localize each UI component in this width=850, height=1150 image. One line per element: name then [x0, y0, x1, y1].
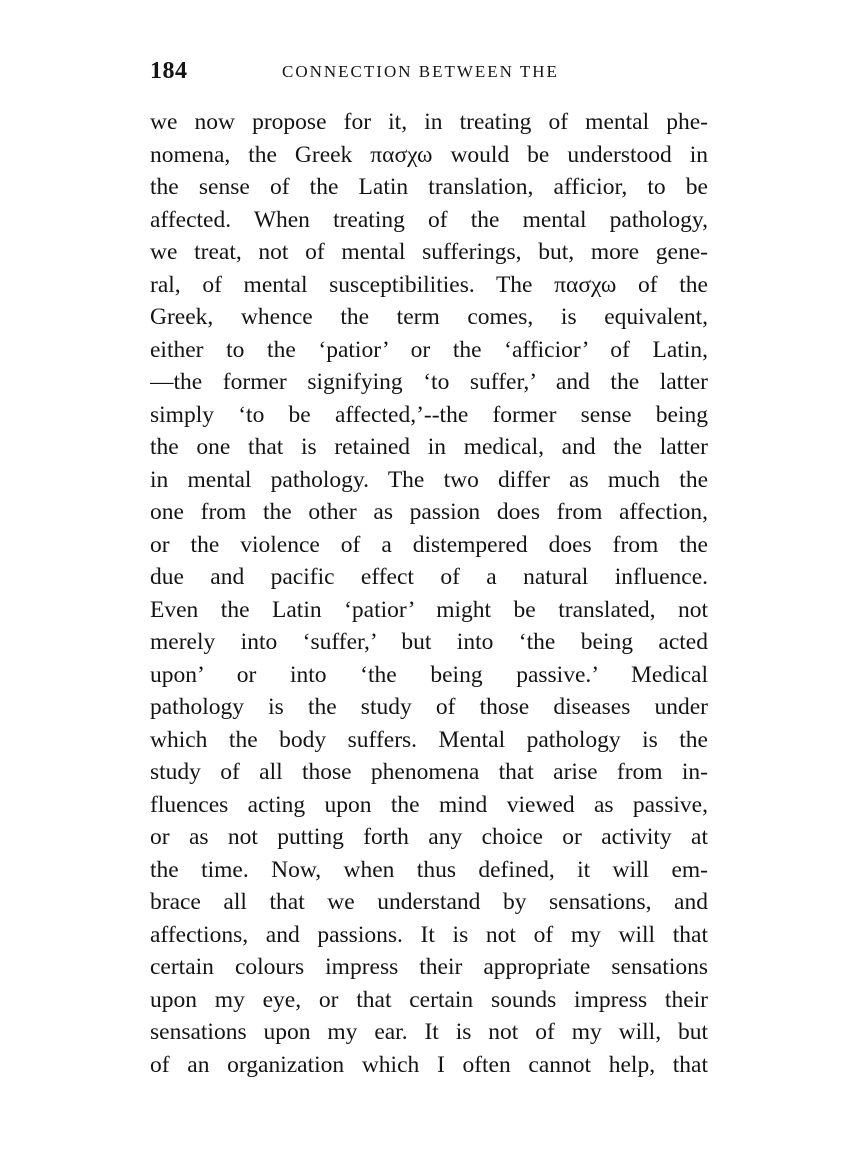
- text-line: of an organization which I often cannot help, that: [150, 1051, 708, 1078]
- text-line: fluences acting upon the mind viewed as passive,: [150, 791, 708, 818]
- body-text: [150, 106, 708, 1081]
- text-line: certain colours impress their appropriate sensations: [150, 954, 708, 980]
- text-line: upon’ or into ‘the being passive.’ Medical: [150, 661, 708, 688]
- running-title: CONNECTION BETWEEN THE: [282, 62, 559, 81]
- text-line: brace all that we understand by sensations, and: [150, 889, 708, 915]
- text-line: ral, of mental susceptibilities. The πασχω of the: [150, 271, 708, 298]
- text-line: affections, and passions. It is not of my will that: [150, 921, 708, 948]
- text-line: Greek, whence the term comes, is equivalent,: [150, 304, 708, 330]
- text-line: nomena, the Greek πασχω would be understood in: [150, 141, 708, 168]
- text-line: —the former signifying ‘to suffer,’ and the latter: [150, 369, 708, 395]
- text-line: study of all those phenomena that arise from in-: [150, 759, 708, 785]
- text-line: we now propose for it, in treating of mental phe-: [150, 109, 708, 135]
- text-line: merely into ‘suffer,’ but into ‘the being acted: [150, 629, 708, 655]
- text-line: one from the other as passion does from affection,: [150, 499, 708, 525]
- text-line: we treat, not of mental sufferings, but, more gene-: [150, 239, 708, 265]
- text-line: in mental pathology. The two differ as much the: [150, 466, 708, 493]
- text-line: affected. When treating of the mental pathology,: [150, 206, 708, 233]
- text-line: pathology is the study of those diseases under: [150, 694, 708, 720]
- text-line: the sense of the Latin translation, afficior, to be: [150, 174, 708, 200]
- text-line: which the body suffers. Mental pathology is the: [150, 726, 708, 753]
- text-line: simply ‘to be affected,’--the former sense being: [150, 401, 708, 428]
- running-head: [150, 58, 710, 92]
- text-line: or the violence of a distempered does from the: [150, 531, 708, 558]
- text-line: the one that is retained in medical, and the latter: [150, 434, 708, 460]
- text-line: or as not putting forth any choice or activity at: [150, 824, 708, 850]
- text-line: sensations upon my ear. It is not of my will, but: [150, 1019, 708, 1045]
- page-number: 184: [150, 58, 188, 84]
- text-line: upon my eye, or that certain sounds impress their: [150, 986, 708, 1013]
- text-line: Even the Latin ‘patior’ might be translated, not: [150, 596, 708, 623]
- text-line: either to the ‘patior’ or the ‘afficior’ of Latin,: [150, 336, 708, 363]
- text-line: due and pacific effect of a natural influence.: [150, 564, 708, 590]
- text-line: the time. Now, when thus defined, it will em-: [150, 856, 708, 883]
